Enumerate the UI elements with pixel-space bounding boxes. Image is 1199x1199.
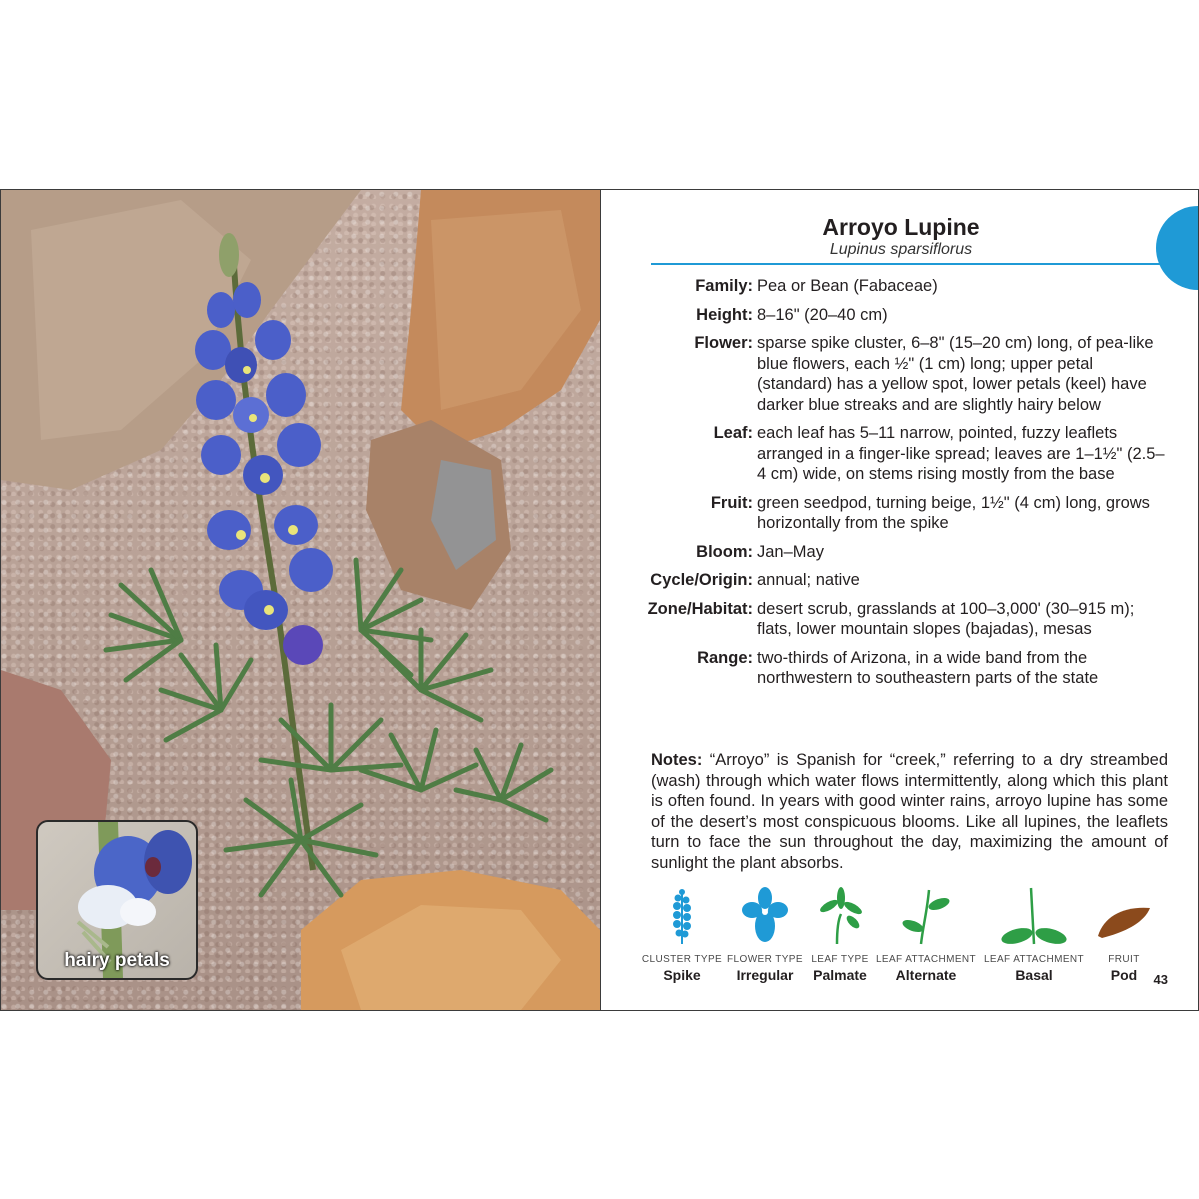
fact-value: desert scrub, grasslands at 100–3,000' (30–915 m); flats, lower mountain slopes (bajadas), mesas: [757, 599, 1135, 638]
fact-value: Pea or Bean (Fabaceae): [757, 277, 938, 295]
basal-leaf-icon: [999, 886, 1069, 946]
fact-cycle-origin: [641, 570, 1171, 591]
facts-list: [641, 276, 1171, 697]
fact-label: Height:: [696, 305, 753, 324]
palmate-leaf-icon: [815, 886, 865, 946]
icon-value: Alternate: [895, 967, 957, 983]
fact-label: Family:: [695, 277, 753, 295]
fact-leaf: [641, 423, 1171, 485]
icon-caption: FLOWER TYPE: [727, 954, 803, 965]
title-divider: [651, 263, 1161, 265]
icon-caption: CLUSTER TYPE: [641, 954, 723, 965]
inset-photo: [36, 820, 198, 980]
fact-zone-habitat: [641, 599, 1171, 640]
fact-value: two-thirds of Arizona, in a wide band from the northwestern to southeastern parts of the state: [757, 648, 1099, 687]
fact-value: green seedpod, turning beige, 1½" (4 cm) long, grows horizontally from the spike: [757, 493, 1150, 532]
icon-fruit: [1089, 886, 1159, 983]
irregular-flower-icon: [740, 886, 790, 946]
plant-title: Arroyo Lupine: [822, 214, 980, 240]
icon-value: Basal: [1015, 967, 1053, 983]
icon-caption: LEAF ATTACHMENT: [983, 954, 1085, 965]
text-page: [601, 190, 1198, 1010]
fact-value: each leaf has 5–11 narrow, pointed, fuzzy leaflets arranged in a finger-like spread; leaves are 1–1½" (2.5–4 cm) wide, on stems rising mostly from the base: [757, 424, 1165, 483]
fact-label: Fruit:: [710, 493, 753, 512]
fact-value: Jan–May: [757, 542, 824, 561]
fact-label: Zone/Habitat:: [647, 599, 753, 618]
icon-caption: LEAF TYPE: [811, 954, 869, 965]
fact-label: Bloom:: [696, 542, 753, 561]
alternate-leaf-icon: [901, 886, 951, 946]
icon-caption: FRUIT: [1108, 954, 1140, 965]
book-spread: [0, 189, 1199, 1011]
fact-range: [641, 648, 1171, 689]
fact-label: Leaf:: [713, 424, 753, 442]
notes-text: “Arroyo” is Spanish for “creek,” referring to a dry streambed (wash) through which water flows intermittently, along which this plant is often found. In years with good winter rains, arroyo lupine has some of the desert’s most conspicuous blooms. Like all lupines, the leaflets turn to face the sun throughout the day, maximizing the amount of sunlight the plant absorbs.: [651, 751, 1168, 872]
fact-family: [641, 276, 1171, 297]
icon-caption: LEAF ATTACHMENT: [875, 954, 977, 965]
icon-leaf-attachment-basal: [979, 886, 1089, 983]
pod-fruit-icon: [1094, 886, 1154, 946]
icon-value: Irregular: [736, 967, 794, 983]
fact-value: 8–16" (20–40 cm): [757, 305, 888, 324]
lupine-photo: [1, 190, 601, 1010]
icon-leaf-attachment-alternate: [875, 886, 977, 983]
icon-leaf-type: [805, 886, 875, 983]
icon-flower-type: [725, 886, 805, 983]
spike-cluster-icon: [662, 886, 702, 946]
notes-paragraph: [651, 750, 1168, 873]
fact-value: annual; native: [757, 571, 860, 589]
fact-label: Flower:: [694, 334, 753, 352]
fact-label: Cycle/Origin:: [650, 571, 753, 589]
icon-value: Pod: [1110, 967, 1138, 983]
icon-cluster-type: [639, 886, 725, 983]
icon-value: Spike: [663, 967, 701, 983]
page-number: 43: [1153, 972, 1168, 987]
inset-caption: hairy petals: [64, 950, 170, 971]
scientific-name: Lupinus sparsiflorus: [829, 241, 973, 258]
icon-value: Palmate: [813, 967, 867, 983]
identification-icons: [639, 886, 1159, 996]
fact-height: [641, 305, 1171, 326]
fact-flower: [641, 333, 1171, 415]
fact-label: Range:: [697, 648, 753, 667]
fact-bloom: [641, 542, 1171, 563]
fact-fruit: [641, 493, 1171, 534]
notes-label: Notes:: [651, 751, 703, 769]
fact-value: sparse spike cluster, 6–8" (15–20 cm) long, of pea-like blue flowers, each ½" (1 cm) long; upper petal (standard) has a yellow spot, lower petals (keel) have darker blue streaks and are slightly hairy below: [757, 334, 1154, 414]
